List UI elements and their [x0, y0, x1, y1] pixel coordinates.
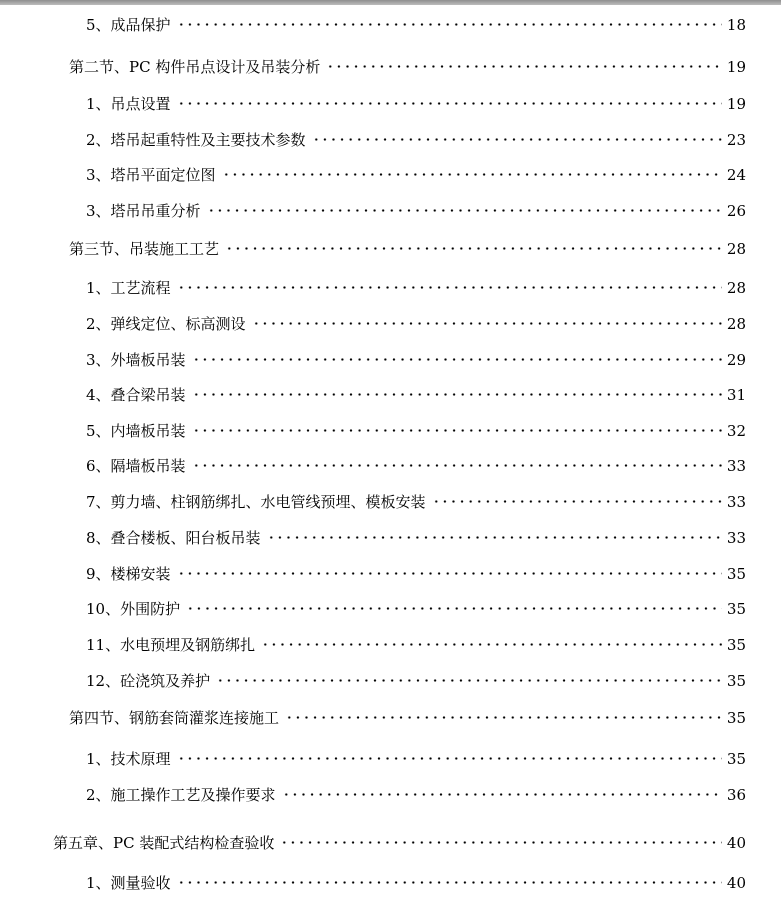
toc-item-entry[interactable]: [86, 420, 746, 442]
toc-page-number: 33: [726, 457, 746, 475]
toc-entry-title: 8、叠合楼板、阳台板吊装: [86, 529, 261, 547]
toc-page-number: 19: [726, 58, 746, 76]
toc-entry-title: 3、外墙板吊装: [86, 351, 186, 369]
toc-dot-leader: [267, 536, 722, 539]
toc-item-entry[interactable]: [86, 563, 746, 585]
toc-item-entry[interactable]: [86, 129, 746, 151]
toc-page-number: 28: [726, 315, 746, 333]
toc-item-entry[interactable]: [86, 598, 746, 620]
toc-entry-title: 3、塔吊平面定位图: [86, 166, 216, 184]
toc-item-entry[interactable]: [86, 93, 746, 115]
toc-page-number: 35: [726, 600, 746, 618]
toc-entry-title: 第二节、PC 构件吊点设计及吊装分析: [69, 58, 321, 76]
toc-item-entry[interactable]: [86, 349, 746, 371]
toc-page-number: 40: [726, 874, 746, 892]
toc-page-number: 35: [726, 750, 746, 768]
toc-item-entry[interactable]: [86, 872, 746, 894]
toc-page-number: 35: [726, 672, 746, 690]
toc-item-entry[interactable]: [86, 313, 746, 335]
toc-page-number: 28: [726, 279, 746, 297]
toc-page-number: 32: [726, 422, 746, 440]
toc-item-entry[interactable]: [86, 491, 746, 513]
toc-page-number: 33: [726, 493, 746, 511]
toc-dot-leader: [432, 500, 722, 503]
toc-entry-title: 5、成品保护: [86, 16, 171, 34]
toc-dot-leader: [326, 65, 722, 68]
toc-dot-leader: [177, 23, 722, 26]
toc-dot-leader: [177, 757, 722, 760]
toc-page-number: 33: [726, 529, 746, 547]
toc-page-number: 40: [726, 834, 746, 852]
toc-page-number: 26: [726, 202, 746, 220]
toc-dot-leader: [186, 607, 722, 610]
toc-entry-title: 1、技术原理: [86, 750, 171, 768]
toc-page-number: 23: [726, 131, 746, 149]
toc-page-number: 35: [726, 565, 746, 583]
toc-chapter-entry[interactable]: [53, 832, 746, 854]
toc-page-number: 24: [726, 166, 746, 184]
toc-section-entry[interactable]: [69, 238, 746, 260]
toc-dot-leader: [252, 322, 722, 325]
toc-page-number: 35: [726, 709, 746, 727]
toc-dot-leader: [177, 881, 722, 884]
toc-item-entry[interactable]: [86, 784, 746, 806]
toc-entry-title: 4、叠合梁吊装: [86, 386, 186, 404]
toc-item-entry[interactable]: [86, 527, 746, 549]
toc-page-number: 29: [726, 351, 746, 369]
toc-dot-leader: [192, 358, 722, 361]
toc-entry-title: 2、施工操作工艺及操作要求: [86, 786, 276, 804]
toc-item-entry[interactable]: [86, 455, 746, 477]
toc-dot-leader: [192, 393, 722, 396]
toc-page-number: 31: [726, 386, 746, 404]
toc-dot-leader: [177, 572, 722, 575]
toc-dot-leader: [192, 464, 722, 467]
toc-dot-leader: [192, 429, 722, 432]
toc-item-entry[interactable]: [86, 200, 746, 222]
toc-entry-title: 1、吊点设置: [86, 95, 171, 113]
toc-entry-title: 7、剪力墙、柱钢筋绑扎、水电管线预埋、模板安装: [86, 493, 426, 511]
toc-page-number: 18: [726, 16, 746, 34]
toc-page-number: 19: [726, 95, 746, 113]
toc-section-entry[interactable]: [69, 56, 746, 78]
toc-dot-leader: [222, 173, 722, 176]
toc-page-number: 35: [726, 636, 746, 654]
toc-item-entry[interactable]: [86, 14, 746, 36]
toc-item-entry[interactable]: [86, 277, 746, 299]
toc-entry-title: 1、工艺流程: [86, 279, 171, 297]
toc-dot-leader: [216, 679, 722, 682]
toc-entry-title: 5、内墙板吊装: [86, 422, 186, 440]
toc-dot-leader: [225, 247, 722, 250]
toc-dot-leader: [207, 209, 722, 212]
toc-entry-title: 第四节、钢筋套筒灌浆连接施工: [69, 709, 280, 727]
toc-entry-title: 11、水电预埋及钢筋绑扎: [86, 636, 256, 654]
toc-entry-title: 第五章、PC 装配式结构检查验收: [53, 834, 275, 852]
toc-entry-title: 9、楼梯安装: [86, 565, 171, 583]
toc-entry-title: 12、砼浇筑及养护: [86, 672, 211, 690]
toc-entry-title: 2、弹线定位、标高测设: [86, 315, 246, 333]
toc-dot-leader: [261, 643, 722, 646]
toc-item-entry[interactable]: [86, 384, 746, 406]
toc-dot-leader: [312, 138, 722, 141]
toc-entry-title: 1、测量验收: [86, 874, 171, 892]
toc-page-number: 28: [726, 240, 746, 258]
toc-page-number: 36: [726, 786, 746, 804]
toc-entry-title: 3、塔吊吊重分析: [86, 202, 201, 220]
toc-dot-leader: [285, 716, 722, 719]
toc-item-entry[interactable]: [86, 748, 746, 770]
toc-dot-leader: [282, 793, 722, 796]
toc-entry-title: 10、外围防护: [86, 600, 181, 618]
toc-entry-title: 6、隔墙板吊装: [86, 457, 186, 475]
toc-entry-title: 第三节、吊装施工工艺: [69, 240, 220, 258]
toc-dot-leader: [177, 286, 722, 289]
toc-dot-leader: [177, 102, 722, 105]
toc-section-entry[interactable]: [69, 707, 746, 729]
toc-item-entry[interactable]: [86, 670, 746, 692]
toc-item-entry[interactable]: [86, 634, 746, 656]
toc-item-entry[interactable]: [86, 164, 746, 186]
toc-dot-leader: [280, 841, 722, 844]
toc-entry-title: 2、塔吊起重特性及主要技术参数: [86, 131, 306, 149]
